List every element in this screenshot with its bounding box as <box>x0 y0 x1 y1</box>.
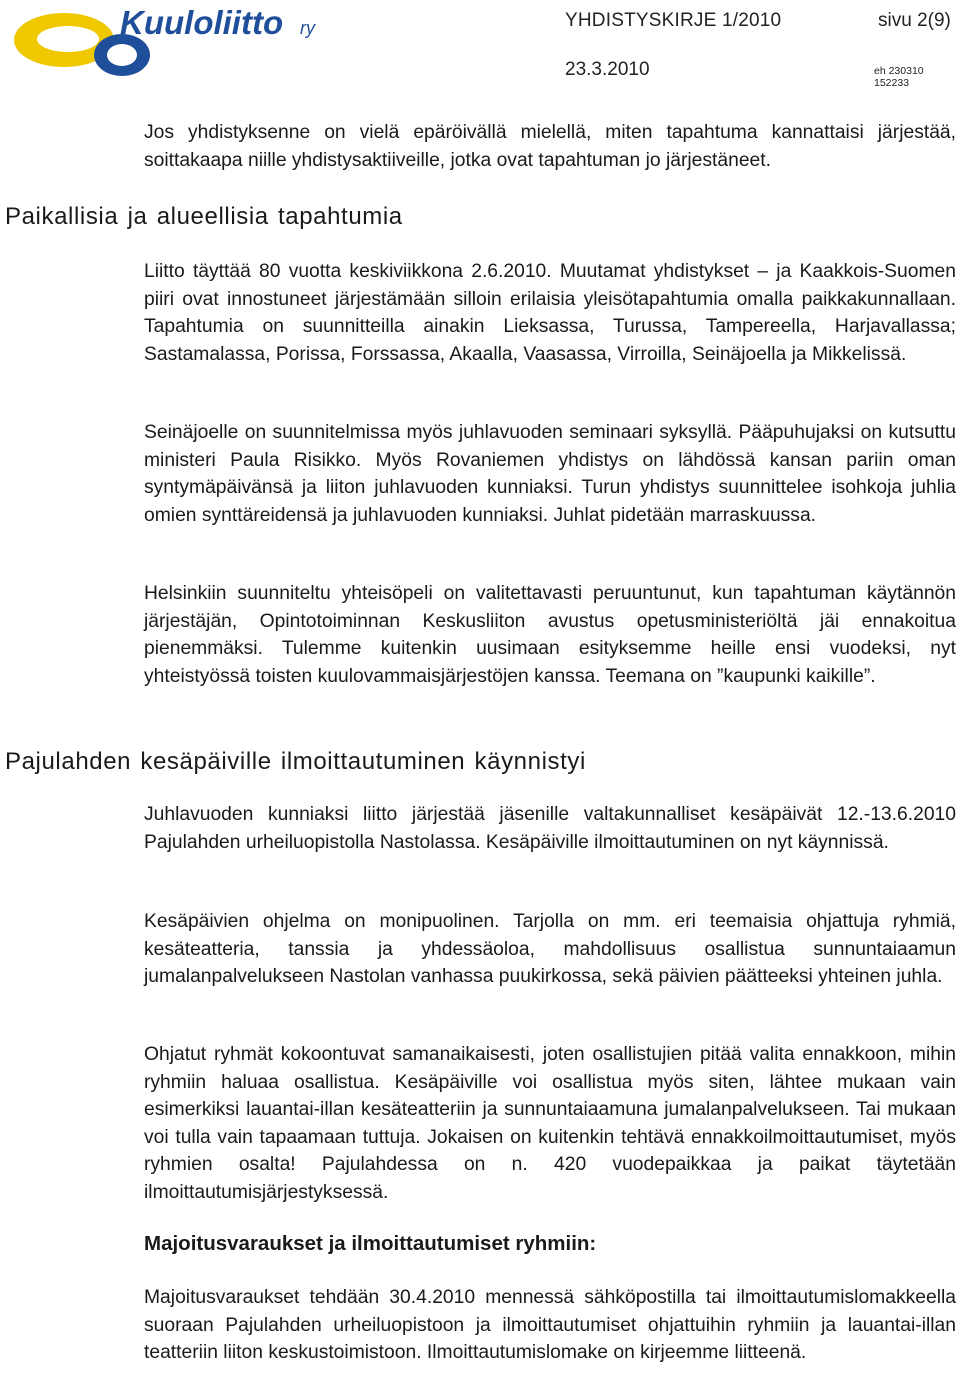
page-number: sivu 2(9) <box>878 10 951 31</box>
section-heading-local-events: Paikallisia ja alueellisia tapahtumia <box>5 203 403 230</box>
paragraph-anniversary: Liitto täyttää 80 vuotta keskiviikkona 2.6.2010. Muutamat yhdistykset – ja Kaakkois-Suomen piiri ovat innostuneet järjestämään silloin erilaisia yleisötapahtumia omalla paikkakunnallaan. Tapahtumia on suunnitteilla ainakin Lieksassa, Turussa, Tampereella, Harjavallassa; Sastamalassa, Porissa, Forssassa, Akaalla, Vaasassa, Virroilla, Seinäjoella ja Mikkelissä. <box>144 261 956 365</box>
document-title: YHDISTYSKIRJE 1/2010 <box>565 10 782 31</box>
paragraph-groups: Ohjatut ryhmät kokoontuvat samanaikaisesti, joten osallistujien pitää valita ennakkoon, mihin ryhmiin haluaa osallistua. Kesäpäiville voi osallistua myös siten, lähtee mukaan vain esimerkiksi lauantai-illan kesäteatteriin ja sunnuntaiaamuna jumalanpalvelukseen. Tai mukaan voi tulla vain tapaamaan tuttuja. Jokaisen on kuitenkin tehtävä ennakkoilmoittautumiset, myös ryhmien osalta! Pajulahdessa on n. 420 vuodepaikkaa ja paikat täytetään ilmoittautumisjärjestyksessä. <box>144 1044 956 1203</box>
intro-paragraph: Jos yhdistyksenne on vielä epäröivällä mielellä, miten tapahtuma kannattaisi järjestää, soittakaapa niille yhdistysaktiiveille, jotka ovat tapahtuman jo järjestäneet. <box>144 122 956 171</box>
section-heading-summer-days: Pajulahden kesäpäiville ilmoittautuminen käynnistyi <box>5 748 586 775</box>
document-date: 23.3.2010 <box>565 59 650 80</box>
paragraph-seinajoki: Seinäjoelle on suunnitelmissa myös juhlavuoden seminaari syksyllä. Pääpuhujaksi on kutsuttu ministeri Paula Risikko. Myös Rovaniemen yhdistys on lähdössä kansan pariin oman syntymäpäivänsä ja liiton juhlavuoden kunniaksi. Turun yhdistys suunnittelee isohkoja juhlia omien synttäreidensä ja juhlavuoden kunniaksi. Juhlat pidetään marraskuussa. <box>144 422 956 526</box>
paragraph-helsinki: Helsinkiin suunniteltu yhteisöpeli on valitettavasti peruuntunut, kun tapahtuman käytännön järjestäjän, Opintotoiminnan Keskusliiton avustus opetusministeriöltä jäi ennakoitua pienemmäksi. Tulemme kuitenkin uusimaan esityksemme heille ensi vuodeksi, nyt yhteistyössä toisten kuulovammaisjärjestöjen kanssa. Teemana on ”kaupunki kaikille”. <box>144 583 956 687</box>
svg-text:ry: ry <box>300 18 315 38</box>
document-code: eh 230310 152233 <box>874 65 924 89</box>
paragraph-reservations: Majoitusvaraukset tehdään 30.4.2010 mennessä sähköpostilla tai ilmoittautumislomakkeella suoraan Pajulahden urheiluopistoon ja ilmoittautumiset ohjattuihin ryhmiin ja lauantai-illan teatteriin liiton keskustoimistoon. Ilmoittautumislomake on kirjeemme liitteenä. <box>144 1287 956 1364</box>
subheading-reservations: Majoitusvaraukset ja ilmoittautumiset ryhmiin: <box>144 1232 597 1255</box>
svg-text:Kuuloliitto: Kuuloliitto <box>120 4 284 41</box>
paragraph-program: Kesäpäivien ohjelma on monipuolinen. Tarjolla on mm. eri teemaisia ohjattuja ryhmiä, kesäteatteria, tanssia ja yhdessäoloa, mahdollisuus osallistua sunnuntaiaamun jumalanpalvelukseen Nastolan vanhassa puukirkossa, sekä päivien päätteeksi yhteinen juhla. <box>144 911 956 988</box>
kuuloliitto-logo <box>10 0 350 82</box>
paragraph-summer-days-intro: Juhlavuoden kunniaksi liitto järjestää jäsenille valtakunnalliset kesäpäivät 12.-13.6.2010 Pajulahden urheiluopistolla Nastolassa. Kesäpäiville ilmoittautuminen on nyt käynnissä. <box>144 804 956 853</box>
